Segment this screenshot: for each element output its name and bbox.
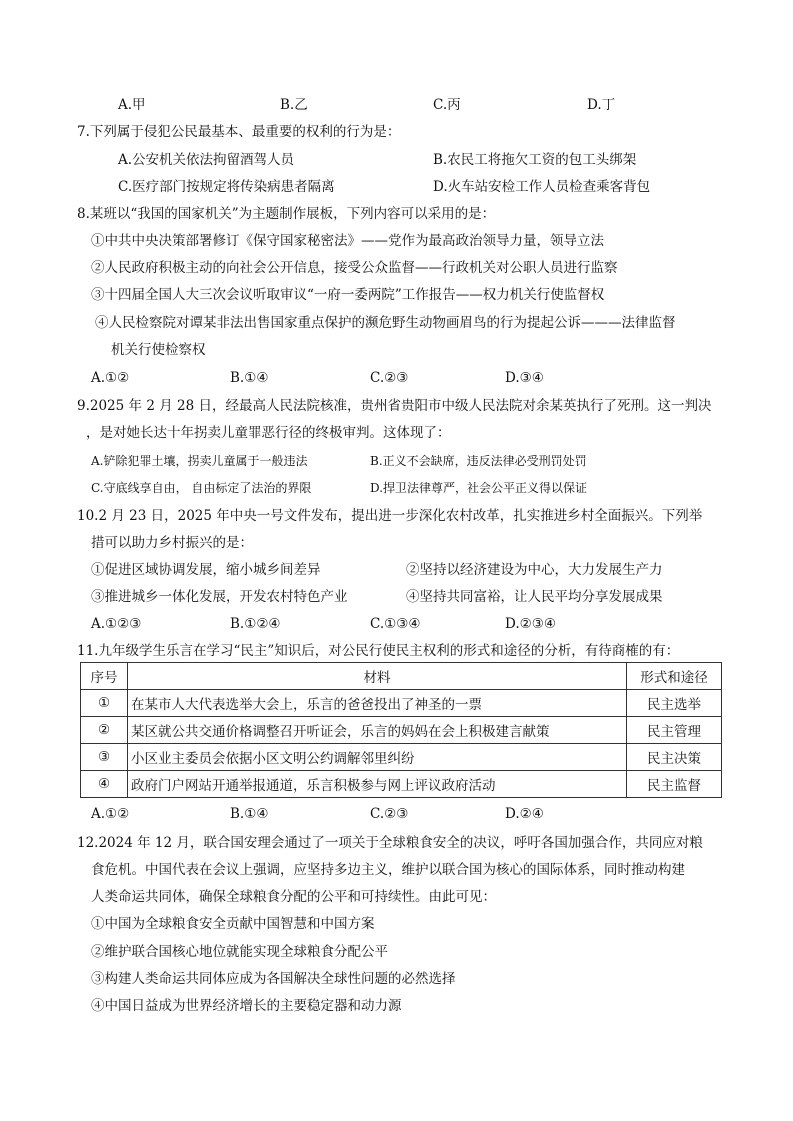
table-cell-material: 某区就公共交通价格调整召开听证会，乐言的妈妈在会上积极建言献策 bbox=[128, 717, 627, 744]
q11-option-c[interactable]: C.②③ bbox=[370, 806, 409, 822]
q8-option-a[interactable]: A.①② bbox=[91, 370, 130, 386]
q10-item-3: ③推进城乡一体化发展，开发农村特色产业 bbox=[91, 589, 348, 605]
q11-material-table bbox=[80, 662, 722, 798]
q8-item-2: ②人民政府积极主动的向社会公开信息，接受公众监督——行政机关对公职人员进行监察 bbox=[91, 260, 618, 276]
q6-option-d[interactable]: D.丁 bbox=[587, 97, 616, 113]
q12-item-3: ③构建人类命运共同体应成为各国解决全球性问题的必然选择 bbox=[91, 971, 456, 987]
q6-option-a[interactable]: A.甲 bbox=[118, 97, 146, 113]
q8-item-4-cont: 机关行使检察权 bbox=[111, 342, 206, 358]
q6-option-b[interactable]: B.乙 bbox=[280, 97, 308, 113]
table-cell-form: 民主选举 bbox=[627, 690, 722, 717]
q10-stem-line-2: 措可以助力乡村振兴的是： bbox=[91, 535, 253, 551]
table-cell-index: ② bbox=[81, 717, 128, 744]
table-row bbox=[81, 690, 722, 717]
table-cell-index: ① bbox=[81, 690, 128, 717]
table-row bbox=[81, 771, 722, 798]
q10-option-c[interactable]: C.①③④ bbox=[370, 616, 421, 632]
table-row bbox=[81, 744, 722, 771]
q9-option-a[interactable]: A.铲除犯罪土壤，拐卖儿童属于一般违法 bbox=[91, 454, 308, 468]
q8-item-3: ③十四届全国人大三次会议听取审议“一府一委两院”工作报告——权力机关行使监督权 bbox=[91, 287, 605, 303]
table-header-material: 材料 bbox=[128, 663, 627, 690]
q8-stem: 8.某班以“我国的国家机关”为主题制作展板，下列内容可以采用的是： bbox=[77, 206, 496, 222]
table-header-form: 形式和途径 bbox=[627, 663, 722, 690]
q6-option-c[interactable]: C.丙 bbox=[433, 97, 461, 113]
q11-option-a[interactable]: A.①② bbox=[91, 806, 130, 822]
q9-option-c[interactable]: C.守底线享自由， 自由标定了法治的界限 bbox=[91, 481, 312, 495]
q12-item-4: ④中国日益成为世界经济增长的主要稳定器和动力源 bbox=[91, 998, 402, 1014]
q9-option-d[interactable]: D.捍卫法律尊严，社会公平正义得以保证 bbox=[370, 481, 588, 495]
q12-stem-line-1: 12.2024 年 12 月，联合国安理会通过了一项关于全球粮食安全的决议，呼吁各国加强合作，共同应对粮 bbox=[77, 835, 703, 851]
q8-item-1: ①中共中央决策部署修订《保守国家秘密法》——党作为最高政治领导力量，领导立法 bbox=[91, 233, 604, 249]
q7-option-a[interactable]: A.公安机关依法拘留酒驾人员 bbox=[118, 152, 295, 168]
q10-stem-line-1: 10.2 月 23 日，2025 年中央一号文件发布，提出进一步深化农村改革，扎实推进乡村全面振兴。下列举 bbox=[77, 508, 703, 524]
q7-option-c[interactable]: C.医疗部门按规定将传染病患者隔离 bbox=[118, 179, 335, 195]
q10-item-1: ①促进区域协调发展，缩小城乡间差异 bbox=[91, 562, 321, 578]
q10-item-4: ④坚持共同富裕，让人民平均分享发展成果 bbox=[406, 589, 663, 605]
q12-stem-line-3: 人类命运共同体，确保全球粮食分配的公平和可持续性。由此可见： bbox=[91, 889, 496, 905]
table-cell-index: ③ bbox=[81, 744, 128, 771]
q10-option-d[interactable]: D.②③④ bbox=[505, 616, 556, 632]
q8-item-4: ④人民检察院对谭某非法出售国家重点保护的濒危野生动物画眉鸟的行为提起公诉———法律监督 bbox=[95, 315, 676, 331]
q11-stem: 11.九年级学生乐言在学习“民主”知识后，对公民行使民主权利的形式和途径的分析，有待商榷的有： bbox=[77, 643, 680, 659]
q8-option-b[interactable]: B.①④ bbox=[230, 370, 269, 386]
q7-stem: 7.下列属于侵犯公民最基本、最重要的权利的行为是： bbox=[77, 124, 401, 140]
q8-option-d[interactable]: D.③④ bbox=[505, 370, 544, 386]
q8-option-c[interactable]: C.②③ bbox=[370, 370, 409, 386]
q12-stem-line-2: 食危机。中国代表在会议上强调，应坚持多边主义，维护以联合国为核心的国际体系，同时推动构建 bbox=[91, 862, 685, 878]
q7-option-b[interactable]: B.农民工将拖欠工资的包工头绑架 bbox=[433, 152, 637, 168]
table-header-index: 序号 bbox=[81, 663, 128, 690]
q10-item-2: ②坚持以经济建设为中心，大力发展生产力 bbox=[406, 562, 663, 578]
q12-item-1: ①中国为全球粮食安全贡献中国智慧和中国方案 bbox=[91, 916, 375, 932]
table-header-row bbox=[81, 663, 722, 690]
q11-option-b[interactable]: B.①④ bbox=[230, 806, 269, 822]
q12-item-2: ②维护联合国核心地位就能实现全球粮食分配公平 bbox=[91, 944, 388, 960]
table-cell-material: 在某市人大代表选举大会上，乐言的爸爸投出了神圣的一票 bbox=[128, 690, 627, 717]
table-cell-form: 民主监督 bbox=[627, 771, 722, 798]
q11-option-d[interactable]: D.②④ bbox=[505, 806, 544, 822]
table-cell-form: 民主决策 bbox=[627, 744, 722, 771]
q9-stem-line-2: ，是对她长达十年拐卖儿童罪恶行径的终极审判。这体现了： bbox=[86, 425, 451, 441]
q9-stem-line-1: 9.2025 年 2 月 28 日，经最高人民法院核准，贵州省贵阳市中级人民法院对余某英执行了死刑。这一判决 bbox=[77, 398, 712, 414]
q10-option-b[interactable]: B.①②④ bbox=[230, 616, 281, 632]
q9-option-b[interactable]: B.正义不会缺席，违反法律必受刑罚处罚 bbox=[370, 454, 587, 468]
table-row bbox=[81, 717, 722, 744]
table-cell-index: ④ bbox=[81, 771, 128, 798]
q7-option-d[interactable]: D.火车站安检工作人员检查乘客背包 bbox=[433, 179, 651, 195]
table-cell-form: 民主管理 bbox=[627, 717, 722, 744]
table-cell-material: 政府门户网站开通举报通道，乐言积极参与网上评议政府活动 bbox=[128, 771, 627, 798]
table-cell-material: 小区业主委员会依据小区文明公约调解邻里纠纷 bbox=[128, 744, 627, 771]
q10-option-a[interactable]: A.①②③ bbox=[91, 616, 142, 632]
